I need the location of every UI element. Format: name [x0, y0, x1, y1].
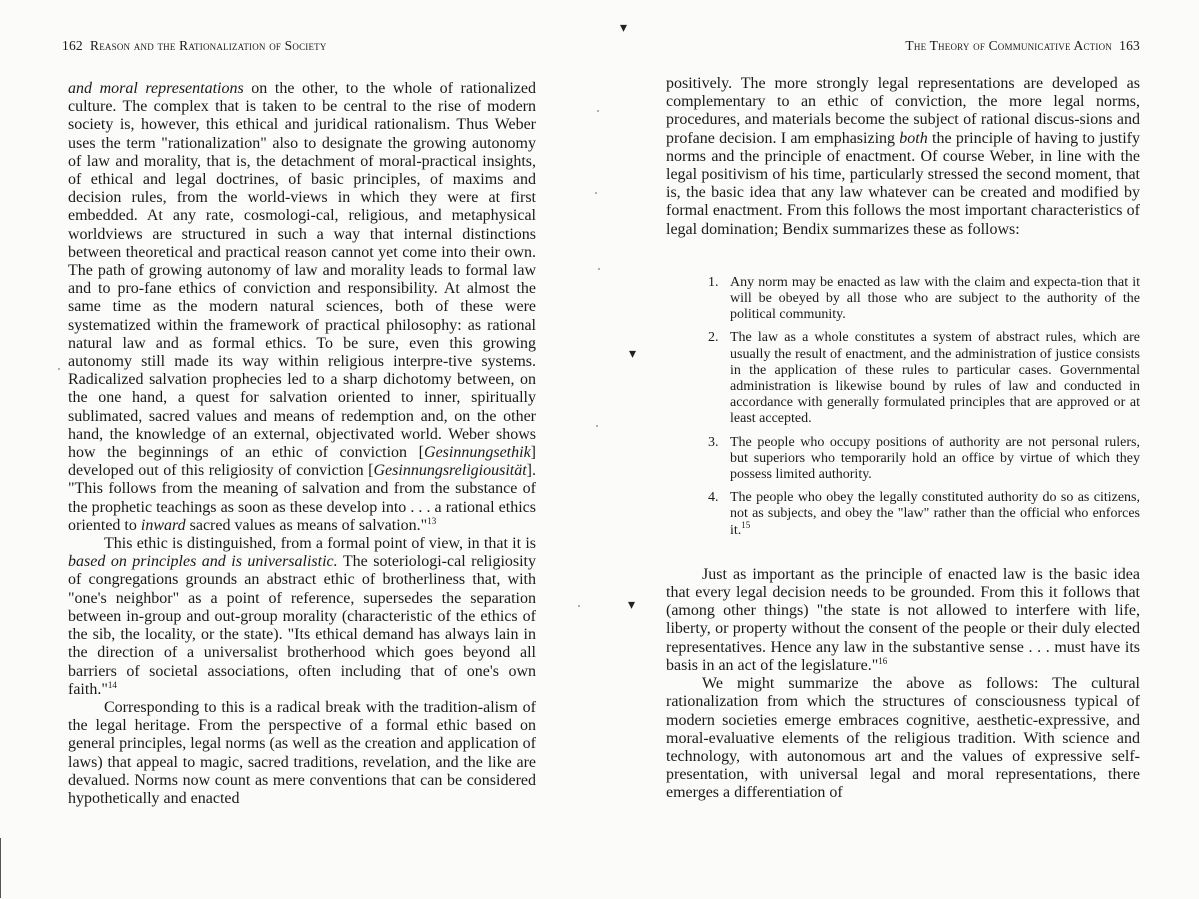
scan-speck: [598, 268, 600, 270]
text-run: Corresponding to this is a radical break with the tradition-alism of the legal heritage. From the perspective of a formal ethic based on general principles, legal norms (as well as the creation and application of laws) that appeal to magic, sacred traditions, revelation, and the like are devalued. Norms now count as mere conventions that can be considered hypothetically and enacted: [68, 698, 536, 807]
list-item: [708, 490, 1140, 539]
left-page-number: 162: [62, 38, 83, 53]
text-run: the principle of having to justify norms and the principle of enactment. Of course Weber, in line with the legal positivism of his time, particularly stressed the second moment, that is, the basic idea that any law whatever can be created and modified by formal enactment. From this follows the most important characteristics of legal domination; Bendix summarizes these as follows:: [666, 129, 1141, 238]
left-running-head: [62, 38, 327, 54]
text-run: The people who occupy positions of authority are not personal rulers, but superiors who temporarily hold an office by virtue of which they possess limited authority.: [730, 434, 1140, 483]
text-run: ]. "This follows from the meaning of salvation and from the substance of the prophetic teachings as soon as these develop into . . . a rational ethics oriented to: [68, 462, 536, 534]
footnote-ref: 13: [427, 515, 437, 526]
text-run: The people who obey the legally constituted authority do so as citizens, not as subjects, and obey the "law" rather than the official who enforces it.: [730, 490, 1140, 538]
list-item-number: 2.: [708, 330, 719, 346]
right-closing-paragraphs: [666, 566, 1140, 803]
footnote-ref: 16: [878, 655, 888, 666]
list-item: [708, 330, 1140, 427]
right-body-text: [666, 75, 1140, 803]
right-running-head-title: The Theory of Communicative Action: [905, 38, 1112, 53]
italic-text: Gesinnungsreligiousität: [373, 462, 527, 480]
text-run: This ethic is distinguished, from a formal point of view, in that it is: [104, 535, 536, 553]
scan-mark-top: ▾: [620, 21, 628, 36]
scan-speck: [595, 192, 597, 194]
text-run: Just as important as the principle of enacted law is the basic idea that every legal decision needs to be grounded. From this it follows that (among other things) "the state is not allowed to interfere with life, liberty, or property without the consent of the people or their duly elected representatives. Hence any law in the substantive sense . . . must have its basis in an act of the legislature.": [666, 565, 1140, 674]
right-page-number: 163: [1119, 38, 1140, 53]
list-item: [708, 434, 1140, 484]
list-item-number: 4.: [708, 490, 719, 506]
body-paragraph: [68, 699, 536, 808]
list-item-number: 3.: [708, 434, 719, 450]
text-run: The soteriologi-cal religiosity of congregations grounds an abstract ethic of brotherliness that, with "one's neighbor" as a point of reference, supersedes the separation between in-group and out-group morality (characteristic of the ethics of the sib, the locality, or the state). "Its ethical demand has always lain in the direction of a universalist brotherhood which goes beyond all barriers of societal associations, often including that of one's own faith.": [68, 553, 537, 698]
body-paragraph: [68, 80, 536, 535]
list-item-number: 1.: [708, 274, 719, 290]
scan-speck: [596, 425, 598, 427]
italic-text: inward: [140, 516, 186, 534]
scan-speck: [58, 368, 60, 370]
text-run: The law as a whole constitutes a system of abstract rules, which are usually the result of enactment, and the administration of justice consists in the application of these rules to particular cases. Governmental administration is likewise bound by rules of law and conducted in accordance with generally formulated principles that are approved or at least accepted.: [730, 330, 1140, 427]
text-run: ] developed out of this religiosity of conviction [: [68, 444, 536, 480]
text-run: sacred values as means of salvation.": [185, 516, 428, 534]
right-running-head: [905, 38, 1140, 54]
scan-mark-lower: ▾: [628, 598, 636, 613]
body-paragraph: [68, 535, 536, 699]
text-run: We might summarize the above as follows: The cultural rationalization from which the structures of consciousness typical of modern societies emerge embraces cognitive, aesthetic-expressive, and moral-evaluative elements of the religious tradition. With science and technology, with autonomous art and the values of expressive self-presentation, with universal legal and moral representations, there emerges a differentiation of: [666, 675, 1140, 802]
scan-mark-middle: ▾: [629, 347, 637, 362]
scan-speck: [597, 110, 599, 112]
left-body-text: [68, 80, 536, 808]
body-paragraph: [666, 566, 1140, 675]
left-running-head-title: Reason and the Rationalization of Society: [90, 38, 327, 53]
italic-text: Gesinnungsethik: [424, 444, 531, 462]
scan-speck: [578, 605, 580, 607]
body-paragraph: [666, 675, 1140, 802]
text-run: on the other, to the whole of rationalized culture. The complex that is taken to be central to the rise of modern society is, however, this ethical and juridical rationalism. Thus Weber uses the term "rationalization" also to designate the growing autonomy of law and morality, that is, the detachment of moral-practical insights, of ethical and legal doctrines, of basic principles, of maxims and decision rules, from the world-views in which they were at first embedded. At any rate, cosmologi-cal, religious, and metaphysical worldviews are structured in such a way that internal distinctions between theoretical and practical reason cannot yet come into their own. The path of growing autonomy of law and morality leads to formal law and to pro-fane ethics of conviction and responsibility. At almost the same time as the modern natural sciences, both of these were systematized within the framework of practical philosophy: as rational natural law and as formal ethics. To be sure, even this growing autonomy still made its way within religious interpre-tive systems. Radicalized salvation prophecies led to a sharp dichotomy between, on the one hand, a quest for salvation oriented to inner, spiritually sublimated, sacred values and means of redemption and, on the other hand, the knowledge of an external, objectivated world. Weber shows how the beginnings of an ethic of conviction [: [68, 80, 537, 462]
italic-text: both: [899, 129, 928, 147]
text-run: positively. The more strongly legal representations are developed as complementary to an ethic of conviction, the more legal norms, procedures, and materials become the subject of rational discus-sions and profane decision. I am emphasizing: [666, 75, 1140, 147]
right-intro-paragraph: [666, 75, 1140, 239]
text-run: Any norm may be enacted as law with the claim and expecta-tion that it will be obeyed by all those who are subject to the authority of the political community.: [730, 274, 1140, 323]
footnote-ref: 14: [107, 679, 117, 690]
italic-text: and moral representations: [68, 80, 244, 97]
scan-edge-line: [0, 838, 1, 898]
italic-text: based on principles and is universalistic.: [68, 553, 338, 571]
footnote-ref: 15: [741, 519, 751, 530]
list-item: [708, 274, 1140, 324]
legal-domination-list: [666, 275, 1140, 539]
